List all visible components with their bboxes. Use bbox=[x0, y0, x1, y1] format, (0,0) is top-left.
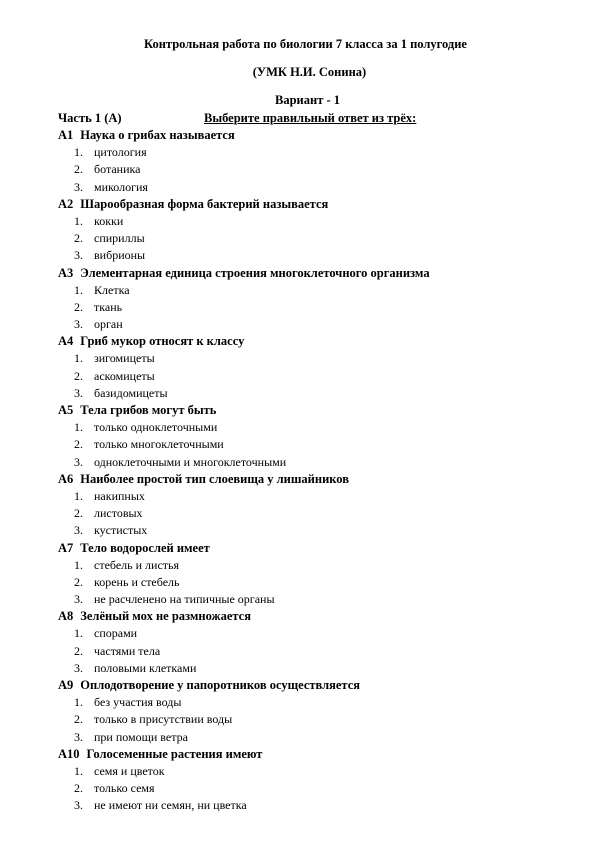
answer-option bbox=[58, 247, 558, 264]
answer-options bbox=[58, 213, 558, 265]
option-number: 3. bbox=[74, 317, 83, 332]
question-number: А8 bbox=[58, 609, 74, 624]
answer-option bbox=[58, 729, 558, 746]
option-number: 3. bbox=[74, 592, 83, 607]
question-heading bbox=[58, 127, 558, 144]
option-number: 2. bbox=[74, 781, 83, 796]
answer-option bbox=[58, 436, 558, 453]
question-heading bbox=[58, 402, 558, 419]
question-heading bbox=[58, 608, 558, 625]
answer-option bbox=[58, 763, 558, 780]
question-heading bbox=[58, 746, 558, 763]
option-text: без участия воды bbox=[94, 695, 182, 710]
answer-option bbox=[58, 574, 558, 591]
option-number: 1. bbox=[74, 557, 83, 572]
question-number: А5 bbox=[58, 403, 74, 417]
question-text: Наука о грибах называется bbox=[80, 128, 235, 142]
answer-option bbox=[58, 711, 558, 728]
option-text: не имеют ни семян, ни цветка bbox=[94, 798, 247, 813]
question-text: Тела грибов могут быть bbox=[80, 403, 217, 417]
answer-option bbox=[58, 213, 558, 230]
answer-option bbox=[58, 643, 558, 660]
option-number: 2. bbox=[74, 643, 83, 658]
question-number: А2 bbox=[58, 196, 74, 211]
answer-options bbox=[58, 625, 558, 677]
option-text: кокки bbox=[94, 213, 124, 228]
question-number: А9 bbox=[58, 678, 74, 692]
option-text: орган bbox=[94, 317, 123, 332]
option-text: корень и стебель bbox=[94, 574, 180, 589]
answer-options bbox=[58, 488, 558, 540]
answer-option bbox=[58, 368, 558, 385]
part-header bbox=[58, 110, 558, 126]
option-text: вибрионы bbox=[94, 248, 146, 263]
question-item bbox=[58, 608, 558, 677]
option-number: 3. bbox=[74, 660, 83, 675]
answer-options bbox=[58, 144, 558, 196]
option-text: листовых bbox=[94, 506, 143, 521]
document-subtitle: (УМК Н.И. Сонина) bbox=[252, 65, 367, 79]
answer-option bbox=[58, 625, 558, 642]
answer-options bbox=[58, 763, 558, 815]
option-text: базидомицеты bbox=[94, 385, 168, 400]
answer-option bbox=[58, 179, 558, 196]
question-heading bbox=[58, 540, 558, 557]
option-number: 1. bbox=[74, 763, 83, 778]
part-label: Часть 1 (А) bbox=[58, 111, 122, 125]
answer-option bbox=[58, 385, 558, 402]
option-text: только одноклеточными bbox=[94, 420, 218, 435]
question-text: Оплодотворение у папоротников осуществляется bbox=[80, 678, 361, 692]
option-number: 2. bbox=[74, 299, 83, 314]
answer-option bbox=[58, 557, 558, 574]
option-number: 2. bbox=[74, 368, 83, 383]
option-number: 2. bbox=[74, 437, 83, 452]
document-title: Контрольная работа по биологии 7 класса за 1 полугодие bbox=[144, 37, 467, 51]
option-number: 1. bbox=[74, 351, 83, 366]
question-heading bbox=[58, 196, 558, 213]
answer-options bbox=[58, 557, 558, 609]
answer-option bbox=[58, 522, 558, 539]
answer-option bbox=[58, 591, 558, 608]
answer-option bbox=[58, 505, 558, 522]
question-heading bbox=[58, 471, 558, 488]
question-heading bbox=[58, 265, 558, 282]
option-number: 1. bbox=[74, 145, 83, 160]
question-number: А7 bbox=[58, 540, 74, 555]
answer-option bbox=[58, 488, 558, 505]
answer-option bbox=[58, 454, 558, 471]
answer-option bbox=[58, 419, 558, 436]
question-number: А3 bbox=[58, 265, 74, 280]
question-text: Шарообразная форма бактерий называется bbox=[80, 196, 329, 211]
question-number: А10 bbox=[58, 746, 80, 761]
option-number: 1. bbox=[74, 213, 83, 228]
answer-option bbox=[58, 694, 558, 711]
question-number: А4 bbox=[58, 334, 74, 349]
option-number: 1. bbox=[74, 488, 83, 503]
option-text: микология bbox=[94, 179, 148, 194]
option-text: семя и цветок bbox=[94, 763, 165, 778]
option-text: только семя bbox=[94, 781, 155, 796]
option-number: 2. bbox=[74, 712, 83, 727]
question-item bbox=[58, 196, 558, 265]
question-text: Наиболее простой тип слоевища у лишайников bbox=[80, 471, 350, 486]
option-text: кустистых bbox=[94, 523, 148, 538]
question-item bbox=[58, 333, 558, 402]
option-number: 1. bbox=[74, 626, 83, 641]
option-text: аскомицеты bbox=[94, 368, 155, 383]
option-number: 3. bbox=[74, 248, 83, 263]
option-number: 2. bbox=[74, 162, 83, 177]
answer-options bbox=[58, 694, 558, 746]
option-number: 1. bbox=[74, 695, 83, 710]
question-item bbox=[58, 540, 558, 609]
option-number: 1. bbox=[74, 282, 83, 297]
option-text: только многоклеточными bbox=[94, 437, 224, 452]
question-item bbox=[58, 471, 558, 540]
answer-option bbox=[58, 660, 558, 677]
option-number: 1. bbox=[74, 420, 83, 435]
answer-option bbox=[58, 144, 558, 161]
question-item bbox=[58, 746, 558, 815]
option-text: одноклеточными и многоклеточными bbox=[94, 454, 287, 469]
option-number: 3. bbox=[74, 729, 83, 744]
option-text: Клетка bbox=[94, 282, 130, 297]
question-text: Элементарная единица строения многоклеточного организма bbox=[80, 265, 430, 280]
option-text: стебель и листья bbox=[94, 557, 180, 572]
option-text: накипных bbox=[94, 488, 145, 503]
question-item bbox=[58, 402, 558, 471]
answer-option bbox=[58, 316, 558, 333]
question-item bbox=[58, 677, 558, 746]
option-number: 3. bbox=[74, 798, 83, 813]
question-heading bbox=[58, 333, 558, 350]
option-text: цитология bbox=[94, 145, 147, 160]
part-instruction: Выберите правильный ответ из трёх: bbox=[204, 111, 417, 125]
question-number: А1 bbox=[58, 128, 74, 142]
answer-option bbox=[58, 161, 558, 178]
option-text: спириллы bbox=[94, 231, 145, 246]
option-text: при помощи ветра bbox=[94, 729, 188, 744]
answer-option bbox=[58, 299, 558, 316]
option-text: половыми клетками bbox=[94, 660, 197, 675]
option-text: только в присутствии воды bbox=[94, 712, 233, 727]
question-text: Зелёный мох не размножается bbox=[80, 609, 251, 624]
question-text: Гриб мукор относят к классу bbox=[80, 334, 245, 349]
option-number: 3. bbox=[74, 179, 83, 194]
question-item bbox=[58, 127, 558, 196]
answer-option bbox=[58, 350, 558, 367]
option-number: 2. bbox=[74, 506, 83, 521]
answer-option bbox=[58, 230, 558, 247]
question-text: Голосеменные растения имеют bbox=[86, 746, 263, 761]
question-text: Тело водорослей имеет bbox=[80, 540, 210, 555]
answer-options bbox=[58, 282, 558, 334]
option-number: 2. bbox=[74, 574, 83, 589]
option-text: не расчленено на типичные органы bbox=[94, 592, 275, 607]
answer-option bbox=[58, 797, 558, 814]
answer-options bbox=[58, 350, 558, 402]
question-list bbox=[58, 127, 558, 815]
option-number: 2. bbox=[74, 231, 83, 246]
option-number: 3. bbox=[74, 454, 83, 469]
variant-label: Вариант - 1 bbox=[275, 93, 340, 107]
option-number: 3. bbox=[74, 523, 83, 538]
option-text: спорами bbox=[94, 626, 138, 641]
question-item bbox=[58, 265, 558, 334]
answer-option bbox=[58, 282, 558, 299]
option-text: частями тела bbox=[94, 643, 161, 658]
option-text: ткань bbox=[94, 299, 123, 314]
question-heading bbox=[58, 677, 558, 694]
option-text: ботаника bbox=[94, 162, 141, 177]
answer-option bbox=[58, 780, 558, 797]
option-text: зигомицеты bbox=[94, 351, 155, 366]
option-number: 3. bbox=[74, 385, 83, 400]
answer-options bbox=[58, 419, 558, 471]
question-number: А6 bbox=[58, 471, 74, 486]
